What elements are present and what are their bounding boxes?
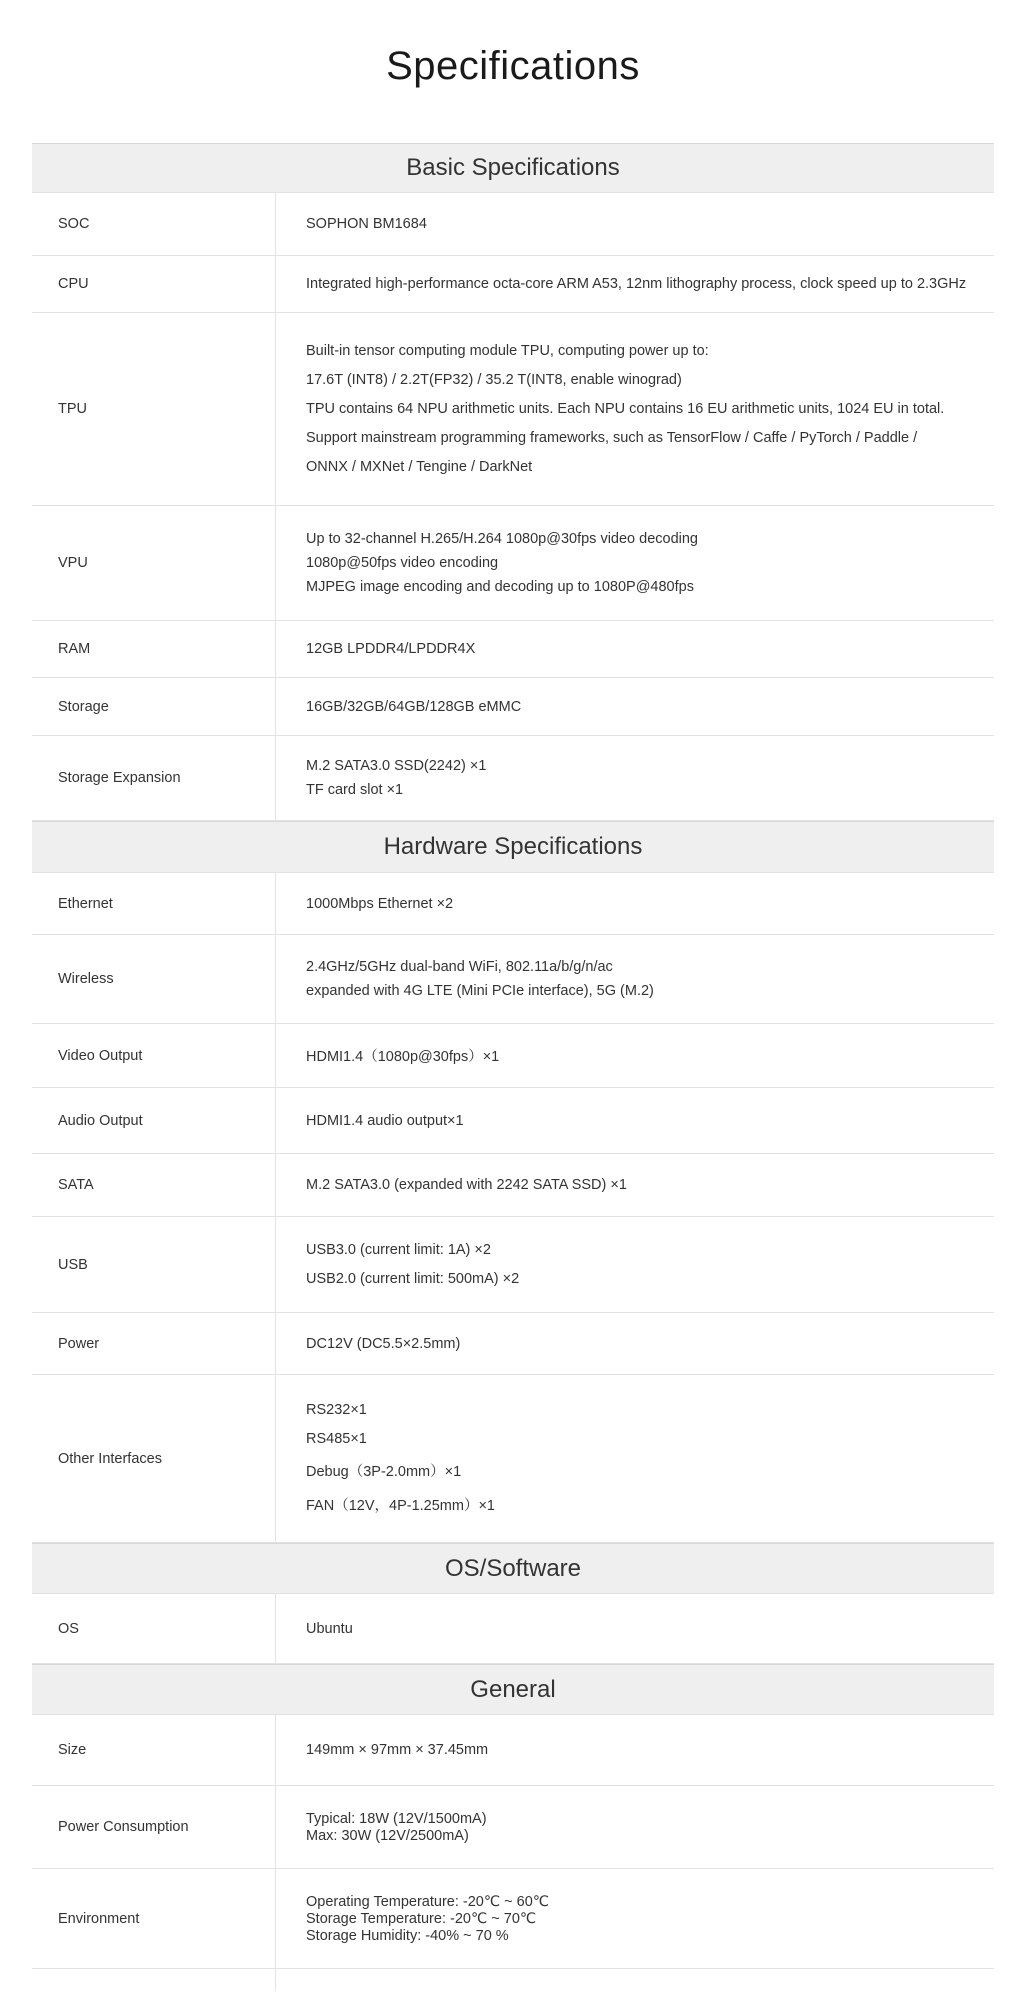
spec-value xyxy=(276,1715,994,1785)
spec-value xyxy=(276,256,994,312)
spec-label: Power Consumption xyxy=(32,1786,276,1868)
spec-row-storage-expansion xyxy=(32,736,994,821)
spec-value xyxy=(276,1154,994,1216)
spec-value-line: RS232×1 xyxy=(306,1402,367,1418)
spec-value-line: TF card slot ×1 xyxy=(306,782,404,798)
spec-value xyxy=(276,621,994,677)
spec-value-line: Storage Humidity: -40% ~ 70 % xyxy=(306,1927,509,1944)
spec-value-line: DC12V (DC5.5×2.5mm) xyxy=(306,1335,461,1352)
spec-value xyxy=(276,1786,994,1868)
section-header-basic-specifications: Basic Specifications xyxy=(32,143,994,193)
spec-value-line: 17.6T (INT8) / 2.2T(FP32) / 35.2 T(INT8, enable winograd) xyxy=(306,372,682,388)
spec-label: TPU xyxy=(32,313,276,505)
spec-value-line: Debug（3P-2.0mm）×1 xyxy=(306,1464,462,1480)
spec-row-tpu xyxy=(32,313,994,506)
spec-label: OS xyxy=(32,1594,276,1663)
spec-label: Audio Output xyxy=(32,1088,276,1153)
spec-label: Size xyxy=(32,1715,276,1785)
spec-value xyxy=(276,1024,994,1087)
spec-label: SOC xyxy=(32,193,276,255)
spec-value xyxy=(276,313,994,505)
spec-label: USB xyxy=(32,1217,276,1312)
spec-label: Storage Expansion xyxy=(32,736,276,820)
spec-value xyxy=(276,873,994,934)
spec-label: CPU xyxy=(32,256,276,312)
spec-value xyxy=(276,506,994,620)
spec-value xyxy=(276,1217,994,1312)
spec-value-line: 2.4GHz/5GHz dual-band WiFi, 802.11a/b/g/n/ac xyxy=(306,959,613,975)
section-header-general: General xyxy=(32,1664,994,1715)
spec-row-os xyxy=(32,1594,994,1664)
spec-row-sata xyxy=(32,1154,994,1217)
spec-row-soc xyxy=(32,193,994,256)
spec-value xyxy=(276,1375,994,1542)
spec-row-power-consumption xyxy=(32,1786,994,1869)
spec-row-vpu xyxy=(32,506,994,621)
page-title: Specifications xyxy=(386,44,640,88)
spec-row-cpu xyxy=(32,256,994,313)
spec-value-line: M.2 SATA3.0 (expanded with 2242 SATA SSD) ×1 xyxy=(306,1177,627,1193)
spec-label: RAM xyxy=(32,621,276,677)
spec-value-line: expanded with 4G LTE (Mini PCIe interface), 5G (M.2) xyxy=(306,983,654,999)
spec-label: Ethernet xyxy=(32,873,276,934)
spec-value xyxy=(276,1088,994,1153)
spec-value-line: Storage Temperature: -20℃ ~ 70℃ xyxy=(306,1910,537,1927)
section-header-hardware-specifications: Hardware Specifications xyxy=(32,821,994,873)
spec-value-line: 16GB/32GB/64GB/128GB eMMC xyxy=(306,698,522,715)
spec-value-line: 1000Mbps Ethernet ×2 xyxy=(306,895,454,912)
spec-label: Environment xyxy=(32,1869,276,1968)
spec-value-line: Typical: 18W (12V/1500mA) xyxy=(306,1810,487,1827)
spec-value xyxy=(276,935,994,1023)
spec-value-line: USB3.0 (current limit: 1A) ×2 xyxy=(306,1242,491,1258)
spec-row-storage xyxy=(32,678,994,736)
spec-row-environment xyxy=(32,1869,994,1969)
spec-value-line: Ubuntu xyxy=(306,1620,353,1637)
spec-value-line: MJPEG image encoding and decoding up to 1080P@480fps xyxy=(306,579,694,595)
spec-row-power xyxy=(32,1313,994,1375)
spec-value-line: 12GB LPDDR4/LPDDR4X xyxy=(306,641,476,657)
spec-value xyxy=(276,678,994,735)
spec-value xyxy=(276,193,994,255)
spec-value-line: M.2 SATA3.0 SSD(2242) ×1 xyxy=(306,758,487,774)
spec-value-line: FAN（12V，4P-1.25mm）×1 xyxy=(306,1498,495,1514)
spec-row-other-interfaces xyxy=(32,1375,994,1543)
spec-row-ethernet xyxy=(32,873,994,935)
spec-row-usb xyxy=(32,1217,994,1313)
spec-value-line: USB2.0 (current limit: 500mA) ×2 xyxy=(306,1271,520,1287)
spec-label: Storage xyxy=(32,678,276,735)
spec-value xyxy=(276,1313,994,1374)
spec-label: VPU xyxy=(32,506,276,620)
spec-value-line: Operating Temperature: -20℃ ~ 60℃ xyxy=(306,1893,550,1910)
spec-row-wireless xyxy=(32,935,994,1024)
spec-value-line: Up to 32-channel H.265/H.264 1080p@30fps video decoding xyxy=(306,531,698,547)
spec-value xyxy=(276,736,994,820)
spec-value-line: Support mainstream programming frameworks, such as TensorFlow / Caffe / PyTorch / Paddle / xyxy=(306,430,918,446)
spec-value-line: ONNX / MXNet / Tengine / DarkNet xyxy=(306,459,533,475)
spec-row-audio-output xyxy=(32,1088,994,1154)
spec-label: Video Output xyxy=(32,1024,276,1087)
spec-value-line: RS485×1 xyxy=(306,1431,367,1447)
spec-value-line: 149mm × 97mm × 37.45mm xyxy=(306,1742,489,1758)
spec-row-video-output xyxy=(32,1024,994,1088)
specifications-table xyxy=(32,143,994,1991)
table-continuation-divider xyxy=(32,1969,276,1991)
spec-value-line: HDMI1.4 audio output×1 xyxy=(306,1112,464,1129)
spec-label: SATA xyxy=(32,1154,276,1216)
spec-value-line: TPU contains 64 NPU arithmetic units. Each NPU contains 16 EU arithmetic units, 1024 EU in total. xyxy=(306,401,945,417)
spec-value-line: HDMI1.4（1080p@30fps）×1 xyxy=(306,1049,500,1065)
spec-label: Wireless xyxy=(32,935,276,1023)
section-header-os-software: OS/Software xyxy=(32,1543,994,1594)
spec-value-line: SOPHON BM1684 xyxy=(306,216,427,232)
spec-row-ram xyxy=(32,621,994,678)
spec-row-size xyxy=(32,1715,994,1786)
spec-value xyxy=(276,1594,994,1663)
spec-value-line: 1080p@50fps video encoding xyxy=(306,555,499,571)
spec-value-line: Built-in tensor computing module TPU, computing power up to: xyxy=(306,343,709,359)
spec-value-line: Integrated high-performance octa-core ARM A53, 12nm lithography process, clock speed up to 2.3GHz xyxy=(306,276,967,292)
spec-label: Other Interfaces xyxy=(32,1375,276,1542)
spec-value xyxy=(276,1869,994,1968)
spec-value-line: Max: 30W (12V/2500mA) xyxy=(306,1827,469,1844)
spec-label: Power xyxy=(32,1313,276,1374)
